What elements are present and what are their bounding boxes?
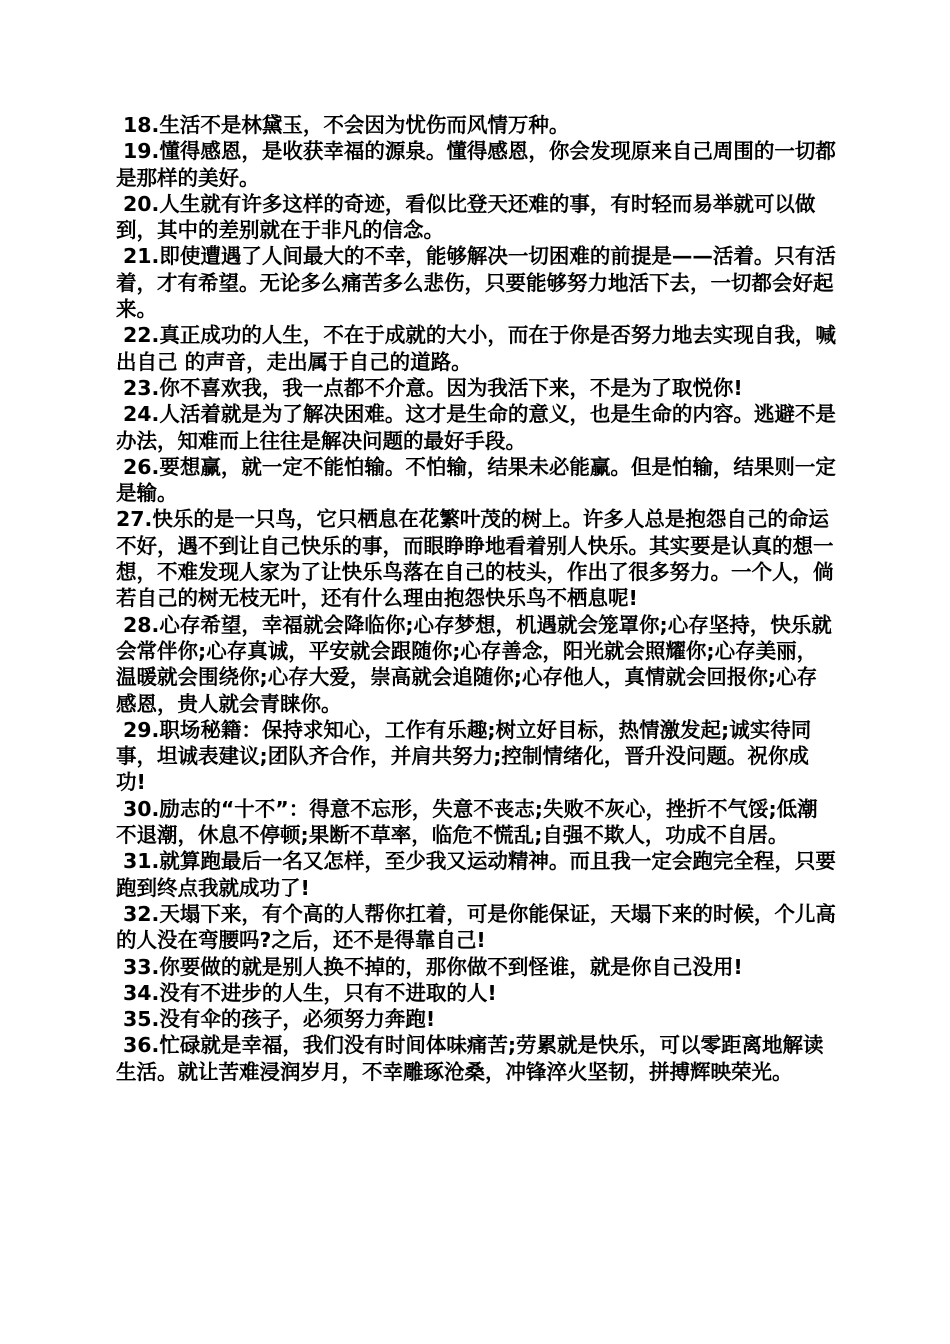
quote-29: 29.职场秘籍：保持求知心，工作有乐趣;树立好目标，热情激发起;诚实待同事，坦诚表建议;团队齐合作，并肩共努力;控制情绪化，晋升没问题。祝你成功! (116, 717, 812, 795)
quote-35: 35.没有伞的孩子，必须努力奔跑! (123, 1007, 436, 1032)
quote-18: 18.生活不是林黛玉，不会因为忧伤而风情万种。 (123, 113, 570, 137)
quote-31: 31.就算跑最后一名又怎样，至少我又运动精神。而且我一定会跑完全程，只要跑到终点我就成功了! (116, 849, 836, 900)
quote-27: 27.快乐的是一只鸟，它只栖息在花繁叶茂的树上。许多人总是抱怨自己的命运不好，遇不到让自己快乐的事，而眼睁睁地看着别人快乐。其实要是认真的想一想，不难发现人家为了让快乐鸟落在自己的枝头，作出了很多努力。一个人，倘若自己的树无枝无叶，还有什么理由抱怨快乐鸟不栖息呢! (116, 507, 834, 611)
quote-26: 26.要想赢，就一定不能怕输。不怕输，结果未必能赢。但是怕输，结果则一定是输。 (116, 454, 836, 506)
quote-23: 23.你不喜欢我，我一点都不介意。因为我活下来，不是为了取悦你! (123, 375, 743, 400)
quote-19: 19.懂得感恩，是收获幸福的源泉。懂得感恩，你会发现原来自己周围的一切都是那样的美好。 (116, 139, 836, 190)
quote-30: 30.励志的“十不”：得意不忘形，失意不丧志;失败不灰心，挫折不气馁;低潮不退潮，休息不停顿;果断不草率，临危不慌乱;自强不欺人，功成不自居。 (116, 796, 818, 848)
quote-36: 36.忙碌就是幸福，我们没有时间体味痛苦;劳累就是快乐，可以零距离地解读生活。就让苦难浸润岁月，不幸雕琢沧桑，冲锋淬火坚韧，拼搏辉映荣光。 (116, 1033, 824, 1084)
quote-33: 33.你要做的就是别人换不掉的，那你做不到怪谁，就是你自己没用! (123, 954, 743, 979)
quote-34: 34.没有不进步的人生，只有不进取的人! (123, 980, 497, 1005)
quote-24: 24.人活着就是为了解决困难。这才是生命的意义，也是生命的内容。逃避不是办法，知难而上往往是解决问题的最好手段。 (116, 402, 836, 453)
quote-32: 32.天塌下来，有个高的人帮你扛着，可是你能保证，天塌下来的时候，个儿高的人没在弯腰吗?之后，还不是得靠自己! (116, 901, 836, 953)
quote-21: 21.即使遭遇了人间最大的不幸，能够解决一切困难的前提是——活着。只有活着，才有希望。无论多么痛苦多么悲伤，只要能够努力地活下去，一切都会好起来。 (116, 244, 836, 322)
quote-22: 22.真正成功的人生，不在于成就的大小，而在于你是否努力地去实现自我，喊出自己 的声音，走出属于自己的道路。 (116, 323, 836, 374)
quote-20: 20.人生就有许多这样的奇迹，看似比登天还难的事，有时轻而易举就可以做到，其中的差别就在于非凡的信念。 (116, 191, 816, 243)
document-body (116, 112, 836, 1085)
quote-28: 28.心存希望，幸福就会降临你;心存梦想，机遇就会笼罩你;心存坚持，快乐就会常伴你;心存真诚，平安就会跟随你;心存善念，阳光就会照耀你;心存美丽，温暖就会围绕你;心存大爱，崇高就会追随你;心存他人，真情就会回报你;心存感恩，贵人就会青睐你。 (116, 612, 832, 716)
